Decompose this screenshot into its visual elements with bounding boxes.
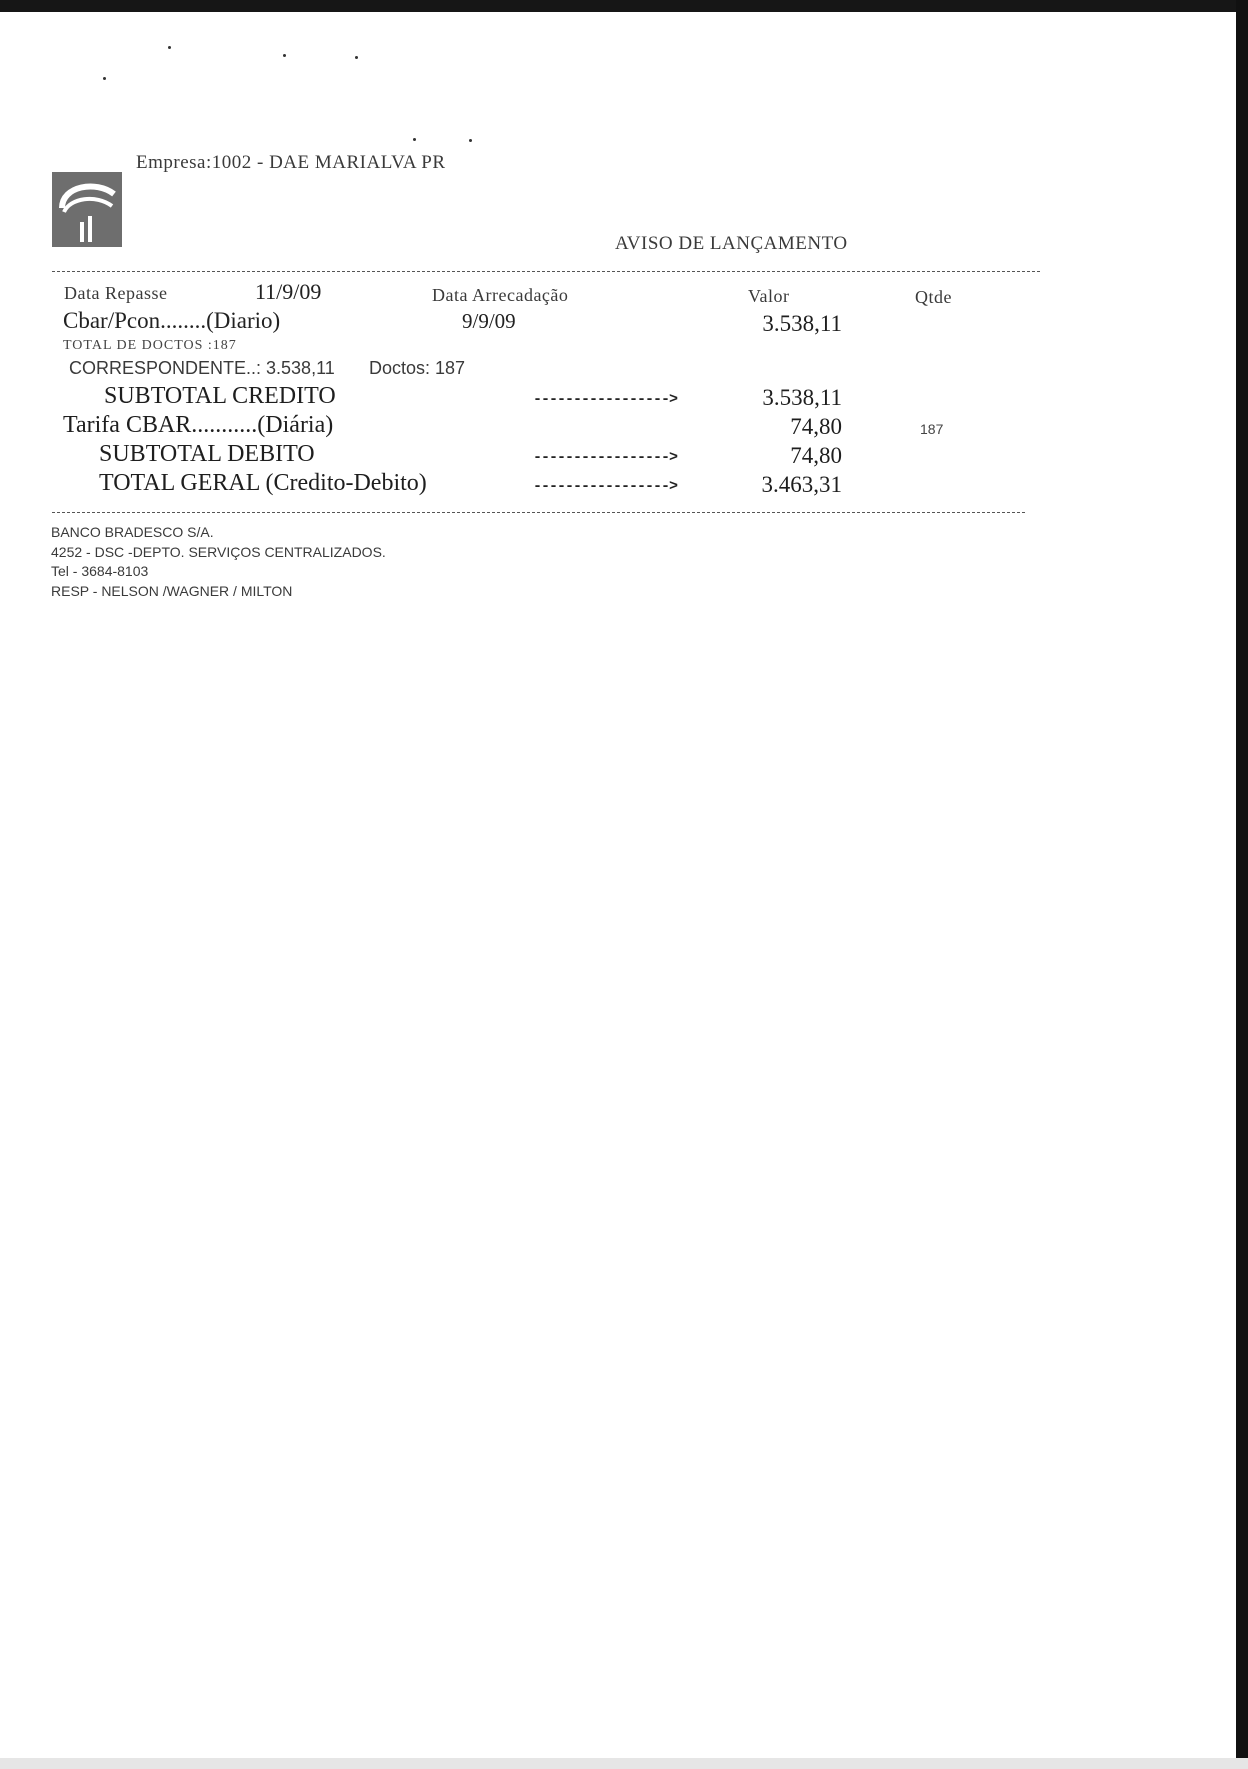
total-geral-label: TOTAL GERAL (Credito-Debito) bbox=[99, 470, 427, 496]
footer-dept: 4252 - DSC -DEPTO. SERVIÇOS CENTRALIZADOS. bbox=[51, 544, 386, 560]
scan-speck bbox=[103, 77, 106, 80]
footer-bank: BANCO BRADESCO S/A. bbox=[51, 524, 214, 540]
tarifa-qtde: 187 bbox=[920, 421, 944, 437]
data-repasse-label: Data Repasse bbox=[64, 283, 168, 303]
correspondente: CORRESPONDENTE..: 3.538,11 bbox=[69, 358, 335, 378]
doctos: Doctos: 187 bbox=[369, 358, 466, 378]
data-repasse-value: 11/9/09 bbox=[255, 279, 322, 304]
scan-speck bbox=[469, 139, 472, 142]
subtotal-credito-arrow: -----------------> bbox=[533, 391, 678, 408]
bank-logo-icon bbox=[52, 172, 122, 247]
total-geral-arrow: -----------------> bbox=[533, 478, 678, 495]
qtde-label: Qtde bbox=[915, 287, 952, 307]
cbar-date: 9/9/09 bbox=[462, 309, 516, 333]
data-arrecadacao-label: Data Arrecadação bbox=[432, 285, 569, 305]
subtotal-credito-valor: 3.538,11 bbox=[762, 385, 842, 410]
subtotal-debito-arrow: -----------------> bbox=[533, 449, 678, 466]
divider-top bbox=[52, 271, 1040, 272]
scan-border-right bbox=[1236, 0, 1248, 1769]
scan-border-top bbox=[0, 0, 1248, 12]
company-name: Empresa:1002 - DAE MARIALVA PR bbox=[136, 152, 446, 173]
tarifa-valor: 74,80 bbox=[790, 414, 842, 439]
tarifa-label: Tarifa CBAR...........(Diária) bbox=[63, 412, 334, 438]
footer-tel: Tel - 3684-8103 bbox=[51, 563, 149, 579]
valor-label: Valor bbox=[748, 286, 790, 306]
scan-speck bbox=[168, 46, 171, 49]
document-title: AVISO DE LANÇAMENTO bbox=[615, 233, 848, 254]
subtotal-debito-valor: 74,80 bbox=[790, 443, 842, 468]
subtotal-debito-label: SUBTOTAL DEBITO bbox=[99, 441, 315, 467]
total-doctos: TOTAL DE DOCTOS :187 bbox=[63, 338, 237, 353]
subtotal-credito-label: SUBTOTAL CREDITO bbox=[104, 383, 336, 409]
cbar-label: Cbar/Pcon........(Diario) bbox=[63, 308, 281, 333]
scan-speck bbox=[283, 54, 286, 57]
cbar-valor: 3.538,11 bbox=[762, 311, 842, 336]
total-geral-valor: 3.463,31 bbox=[761, 472, 842, 497]
footer-resp: RESP - NELSON /WAGNER / MILTON bbox=[51, 583, 293, 599]
scan-border-bottom bbox=[0, 1758, 1248, 1769]
scan-speck bbox=[413, 138, 416, 141]
divider-bottom bbox=[52, 512, 1025, 513]
scan-speck bbox=[355, 56, 358, 59]
